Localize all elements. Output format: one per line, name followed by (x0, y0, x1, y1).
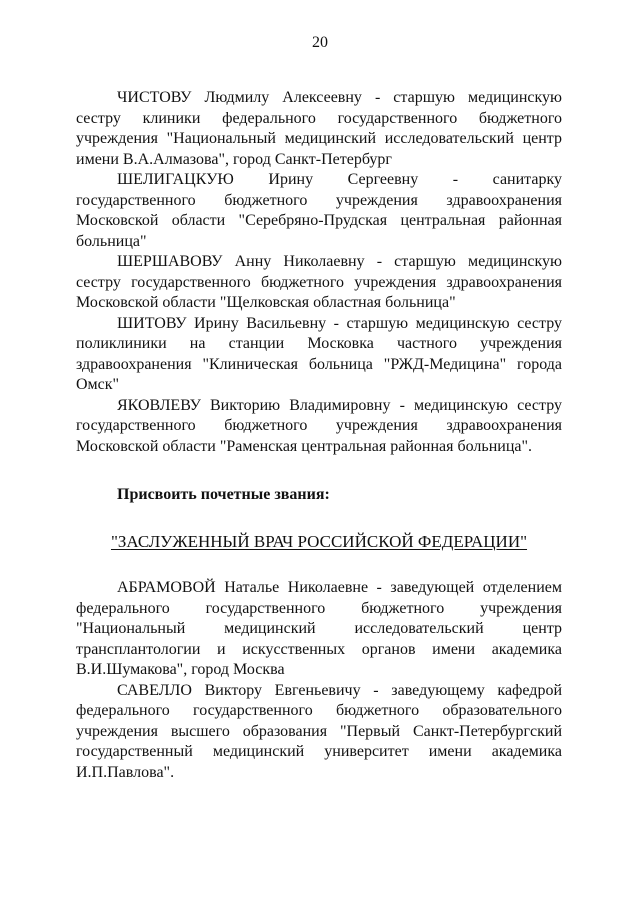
award-entry-yakovleva: ЯКОВЛЕВУ Викторию Владимировну - медицинскую сестру государственного бюджетного учреждения здравоохранения Московской области "Раменская центральная районная больница". (76, 396, 562, 455)
honorary-title: "ЗАСЛУЖЕННЫЙ ВРАЧ РОССИЙСКОЙ ФЕДЕРАЦИИ" (110, 531, 528, 551)
honorary-title-recipients (76, 578, 562, 783)
page-number: 20 (312, 34, 328, 51)
award-entry-shershavova: ШЕРШАВОВУ Анну Николаевну - старшую медицинскую сестру государственного бюджетного учреждения здравоохранения Московской области "Щелковская областная больница" (76, 253, 562, 311)
section-heading: Присвоить почетные звания: (117, 486, 330, 503)
award-entry-sheligatskaya: ШЕЛИГАЦКУЮ Ирину Сергеевну - санитарку государственного бюджетного учреждения здравоохранения Московской области "Серебряно-Прудская центральная районная больница" (76, 171, 562, 250)
award-entry-abramova: АБРАМОВОЙ Наталье Николаевне - заведующей отделением федерального государственного бюджетного учреждения "Национальный медицинский исследовательский центр трансплантологии и искусственных органов имени академика В.И.Шумакова", город Москва (76, 579, 562, 678)
document-body (76, 88, 562, 783)
award-entry-chistova: ЧИСТОВУ Людмилу Алексеевну - старшую медицинскую сестру клиники федерального государственного бюджетного учреждения "Национальный медицинский исследовательский центр имени В.А.Алмазова", город Санкт-Петербург (76, 89, 562, 168)
award-entry-shitova: ШИТОВУ Ирину Васильевну - старшую медицинскую сестру поликлиники на станции Московка частного учреждения здравоохранения "Клиническая больница "РЖД-Медицина" города Омск" (76, 314, 562, 393)
award-entry-savello: САВЕЛЛО Виктору Евгеньевичу - заведующему кафедрой федерального государственного бюджетного образовательного учреждения высшего образования "Первый Санкт-Петербургский государственный медицинский университет имени академика И.П.Павлова". (76, 681, 562, 781)
